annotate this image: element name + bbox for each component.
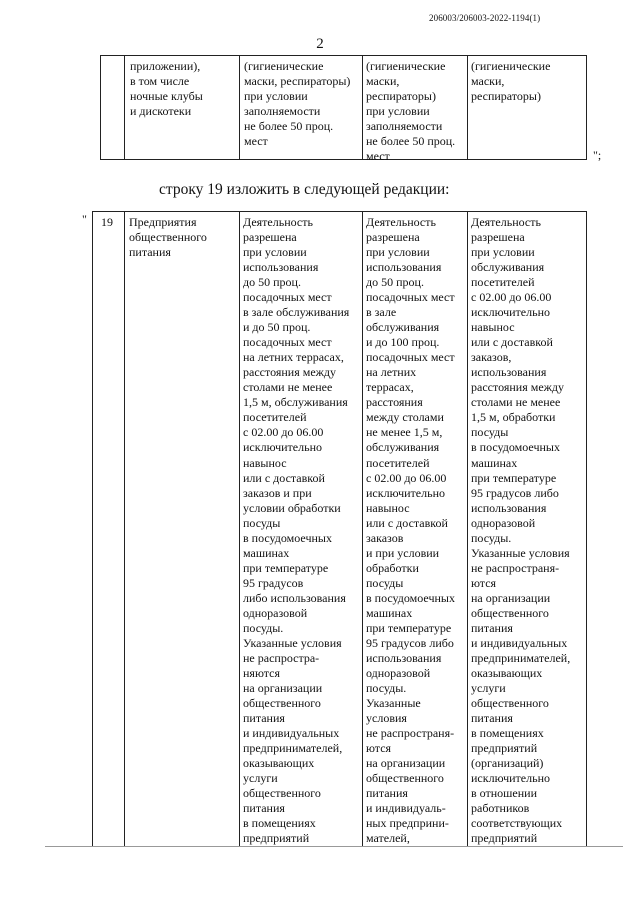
row-number-cell: 19: [101, 215, 113, 229]
table-border: [92, 211, 586, 212]
table-border: [467, 55, 468, 160]
table-border: [100, 55, 587, 56]
regime-cell-3: Деятельность разрешена при условии обслуживания посетителей с 02.00 до 06.00 исключительно навынос или с доставкой заказов, использования расстояния между столами не менее 1,5 м, обработки посуды в посудомоечных машинах при температуре 95 градусов либо использования одноразовой посуды. Указанные условия не распространя- ются на организации общественного питания и индивидуальных предпринимателей, оказывающих услуги общественного питания в помещениях предприятий (организаций) исключительно в отношении работников соответствующих предприятий: [471, 215, 571, 846]
page-bottom-rule: [45, 846, 623, 847]
opening-quote: ": [82, 212, 87, 226]
amendment-instruction: строку 19 изложить в следующей редакции:: [159, 181, 450, 198]
table-border: [362, 211, 363, 847]
table-border: [100, 55, 101, 160]
top-table-regime-cell-1: (гигиенические маски, респираторы) при условии заполняемости не более 50 проц. мест: [244, 59, 351, 148]
table-border: [239, 55, 240, 160]
row-category-cell: Предприятия общественного питания: [129, 215, 207, 259]
top-table-category-cell: приложении), в том числе ночные клубы и дискотеки: [130, 59, 203, 118]
regime-cell-1: Деятельность разрешена при условии использования до 50 проц. посадочных мест в зале обслуживания и до 50 проц. посадочных мест на летних террасах, расстояния между столами не менее 1,5 м, обслуживания посетителей с 02.00 до 06.00 исключительно навынос или с доставкой заказов и при условии обработки посуды в посудомоечных машинах при температуре 95 градусов либо использования одноразовой посуды. Указанные условия не распростра- няются на организации общественного питания и индивидуальных предпринимателей, оказывающих услуги общественного питания в помещениях предприятий: [243, 215, 350, 846]
table-border: [92, 211, 93, 847]
table-border: [467, 211, 468, 847]
closing-quote: ";: [593, 148, 602, 162]
table-border: [586, 55, 587, 160]
top-table-regime-cell-3: (гигиенические маски, респираторы): [471, 59, 551, 103]
document-header-code: 206003/206003-2022-1194(1): [429, 13, 541, 23]
table-border: [124, 211, 125, 847]
top-table-regime-cell-2: (гигиенические маски, респираторы) при условии заполняемости не более 50 проц. мест: [366, 59, 456, 163]
table-border: [124, 55, 125, 160]
table-border: [239, 211, 240, 847]
regime-cell-2: Деятельность разрешена при условии использования до 50 проц. посадочных мест в зале обслуживания и до 100 проц. посадочных мест на летних террасах, расстояния между столами не менее 1,5 м, обслуживания посетителей с 02.00 до 06.00 исключительно навынос или с доставкой заказов и при условии обработки посуды в посудомоечных машинах при температуре 95 градусов либо использования одноразовой посуды. Указанные условия не распространя- ются на организации общественного питания и индивидуаль- ных предприни- мателей,: [366, 215, 455, 846]
page-number: 2: [316, 36, 324, 52]
table-border: [586, 211, 587, 847]
table-border: [362, 55, 363, 160]
table-border: [100, 159, 587, 160]
